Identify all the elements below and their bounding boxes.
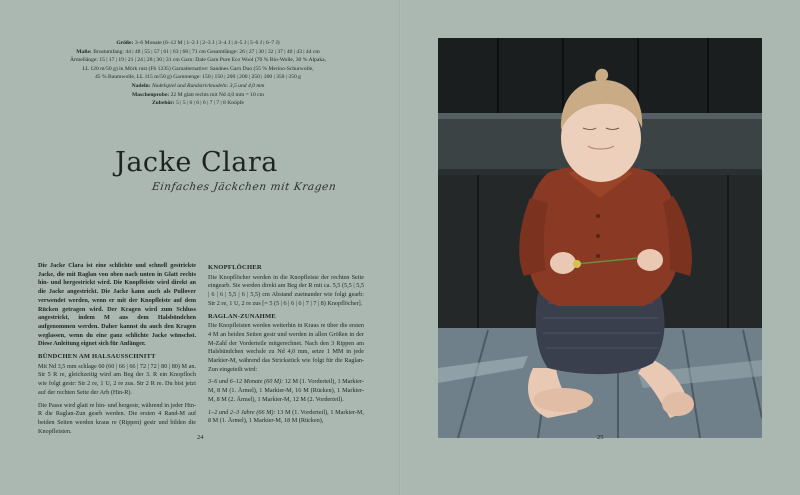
- yoke-paragraph: Die Passe wird glatt re hin- und hergestr, während in jeder Hin-R die Raglan-Zun gearb werden. Die ersten 4 Rand-M auf beiden Seiten werden kraus re (Rippen) gestr und bilden die Knopfleisten.: [38, 401, 196, 435]
- page-number-left: 24: [197, 434, 204, 441]
- size-value: 3–6 Monate (6–12 M | 1–2 J | 2–3 J | 3–4 J | 4–5 J | 5–6 J | 6–7 J): [134, 40, 280, 46]
- specs-gauge-row: [38, 91, 358, 100]
- specs-measures-row-3: [38, 65, 358, 74]
- baby-photo-illustration: [438, 38, 762, 438]
- section-heading-neckband: BÜNDCHEN AM HALSAUSSCHNITT: [38, 353, 156, 361]
- size-group-1-label: 3–6 und 6–12 Monate (60 M):: [208, 378, 284, 386]
- measures-value-4: 45 % Baumwolle, LL 115 m/50 g) Garnmenge: 150 | 150 | 200 | 200 | 250 | 300 | 350 | 350 g: [95, 74, 301, 81]
- page-number-right: 25: [597, 434, 604, 441]
- size-label: Größe:: [116, 40, 134, 46]
- size-group-1-text: 12 M (1. Vorderteil), 1 Markier-M, 8 M (1. Ärmel), 1 Markier-M, 16 M (Rücken), 1 Markier-M, 8 M (2. Ärmel), 1 Markier-M, 12 M (2. Vorderteil).: [208, 378, 364, 403]
- gauge-value: 22 M glatt rechts mit Nd 4,0 mm = 10 cm: [170, 91, 265, 98]
- text-column-right: [208, 262, 364, 430]
- size-group-1-paragraph: [208, 378, 364, 404]
- pattern-title: Jacke Clara: [115, 147, 278, 178]
- section-heading-raglan: RAGLAN-ZUNAHME: [208, 312, 277, 320]
- raglan-paragraph: Die Knopfleisten werden weiterhin in Kraus re über die ersten 4 M an beiden Seiten gestr und werden in allen Größen in der M-Zahl der Vorderteile mitgerechnet. Nach den 3 Rippen am Halsbündchen wechsle zu Nd 4,0 mm, setze 1 MM in jede Markier-M, während das Strickstück wie folgt für die Raglan-Zun eingeteilt wird:: [208, 322, 364, 373]
- book-gutter: [399, 0, 401, 495]
- size-group-2-label: 1–2 und 2–3 Jahre (66 M):: [208, 408, 276, 416]
- measures-label: Maße:: [76, 48, 92, 55]
- size-group-2-paragraph: [208, 409, 364, 426]
- measures-value-2: Ärmellänge: 15 | 17 | 19 | 21 | 24 | 28 | 30 | 31 cm Garn: Dale Garn Pure Eco Wool (70 % Bio-Wolle, 30 % Alpaka,: [69, 57, 327, 64]
- text-column-left: [38, 262, 196, 440]
- buttonholes-paragraph: Die Knopflöcher werden in die Knopfleiste der rechten Seite eingearb. Sie werden direkt am Beg der R mit ca. 5,5 (5,5 | 5,5 | 6 | 6 | 5,5 | 6 | 5,5) cm Abstand zueinander wie folgt gearb: Str 2 re, 1 U, 2 re zus [= 5 (5 | 6 | 6 | 6 | 7 | 7 | 8) Knopflöcher].: [208, 273, 364, 307]
- specs-size-row: [38, 39, 358, 48]
- specs-measures-row: [38, 48, 358, 57]
- notions-label: Zubehör:: [151, 100, 175, 107]
- intro-paragraph: Die Jacke Clara ist eine schlichte und schnell gestrickte Jacke, die mit Raglan von oben nach unten in Glatt rechts hin- und hergestrickt wird. Die Knopfleiste wird direkt an die Jacke angestrickt. Die Jacke kann auch als Pullover verwendet werden, wenn er mit der Knopfleiste auf dem Rücken getragen wird. Der Kragen wird zum Schluss angestrickt, indem M aus dem Halsbündchen aufgenommen werden. Daher kannst du auch den Kragen weglassen, wenn du eine ganz schlichte Jacke wünschst. Diese Anleitung eignet sich für Anfänger.: [38, 262, 196, 348]
- pattern-specs: [38, 39, 358, 108]
- section-heading-buttonholes: KNOPFLÖCHER: [208, 264, 262, 271]
- pattern-subtitle: Einfaches Jäckchen mit Kragen: [151, 181, 338, 193]
- measures-value: Brustumfang: 44 | 48 | 55 | 57 | 61 | 63 | 68 | 71 cm Gesamtlänge: 26 | 27 | 30 | 32 | 37 | 40 | 43 | 44 cm: [93, 48, 320, 55]
- baby-photo: [438, 38, 762, 438]
- notions-value: 5 | 5 | 6 | 6 | 6 | 7 | 7 | 8 Knöpfe: [176, 100, 245, 107]
- size-group-2-text: 13 M (1. Vorderteil), 1 Markier-M, 8 M (1. Ärmel), 1 Markier-M, 18 M (Rücken),: [208, 408, 364, 425]
- needles-value: Nadelspiel und Rundstricknadeln: 3,5 und 4,0 mm: [151, 82, 265, 89]
- specs-notions-row: [38, 99, 358, 108]
- specs-measures-row-2: [38, 56, 358, 65]
- specs-needles-row: [38, 82, 358, 91]
- needles-label: Nadeln:: [131, 82, 151, 89]
- gauge-label: Maschenprobe:: [131, 91, 170, 98]
- neckband-paragraph: Mit Nd 3,5 mm schlage 60 (60 | 66 | 66 | 72 | 72 | 80 | 80) M an. Str 5 R re, gleichzeitig wird am Beg der 3. R ein Knopfloch wie folgt gestr: Str 2 re, 1 U, 2 re zus. Str 2 R re. Du bist jetzt auf der rechten Seite der Arb (Hin-R).: [38, 362, 196, 396]
- specs-measures-row-4: [38, 73, 358, 82]
- measures-value-3: LL 120 m/50 g) in Mörk rust (Fb 1235) Garnalternative: Sandnes Garn Duo (55 % Merino-Schurwolle,: [82, 65, 314, 72]
